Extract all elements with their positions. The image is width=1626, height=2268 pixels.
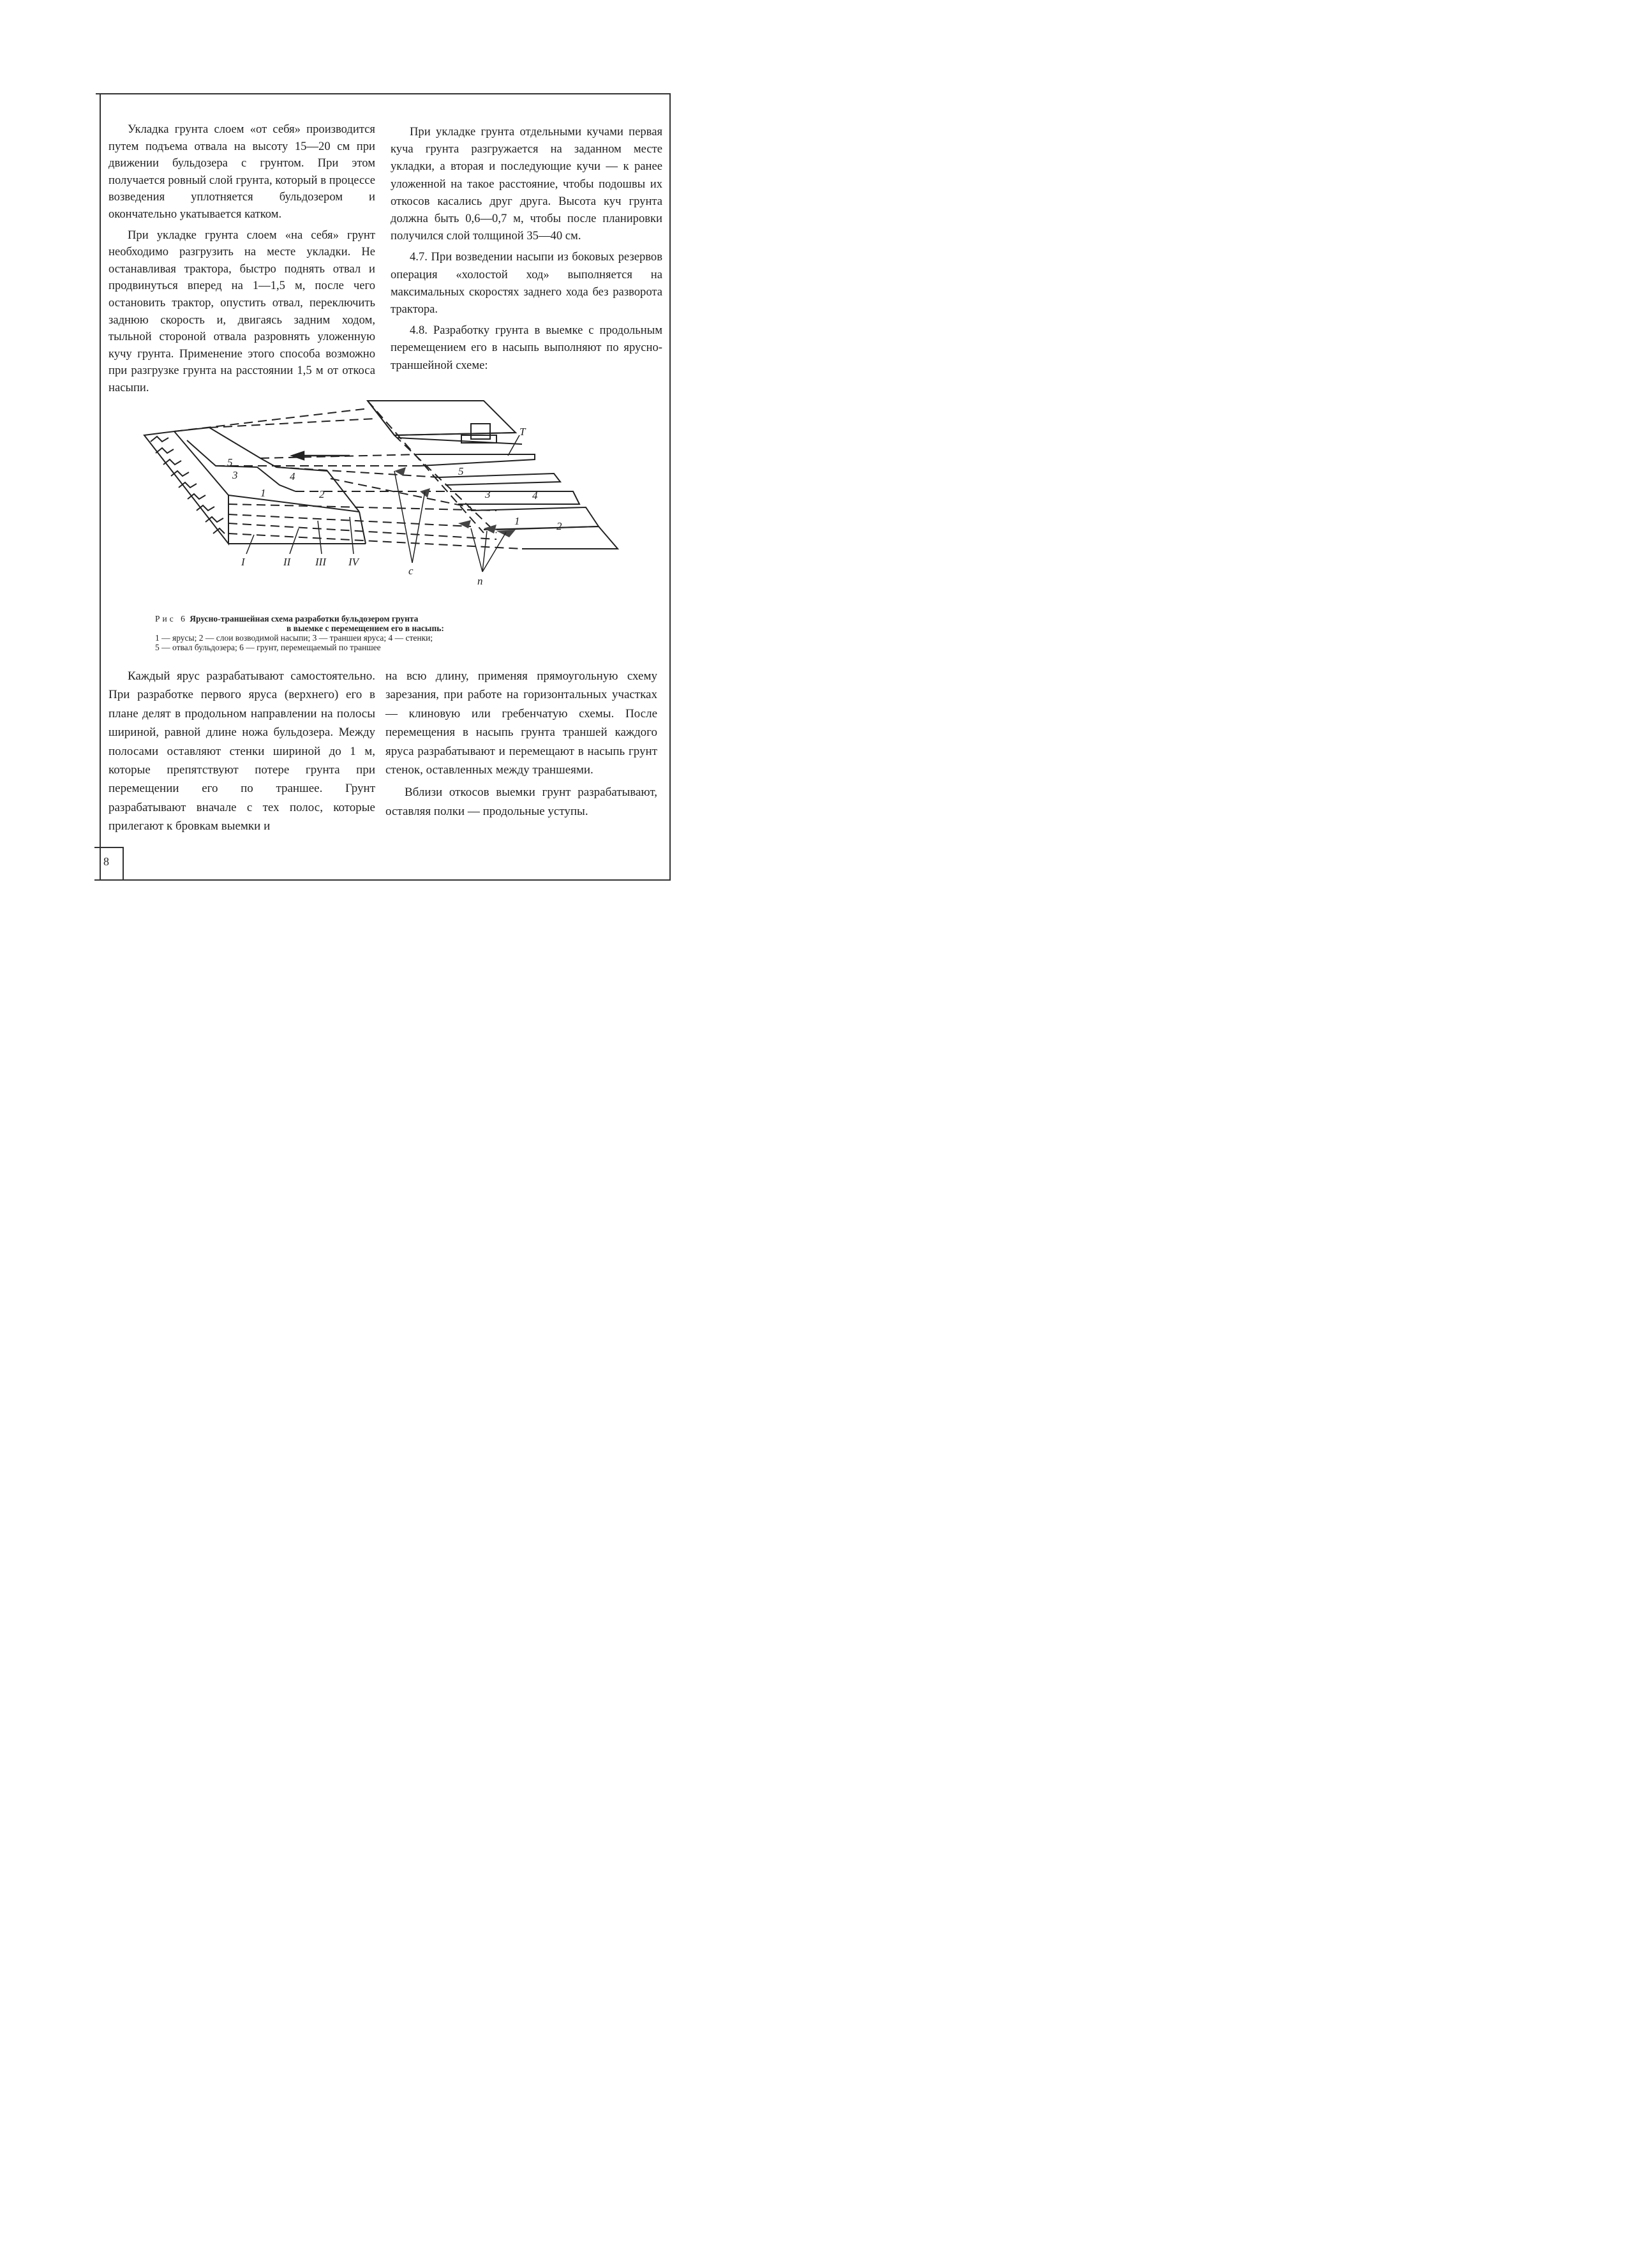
page-frame-top (96, 93, 670, 94)
text-column-bottom-right (385, 667, 657, 821)
label-3-right: 3 (485, 488, 491, 500)
page-frame-right (669, 93, 671, 879)
embankment-front-corner (359, 512, 366, 544)
label-roman-IV: IV (348, 556, 359, 568)
figure-excavation-scheme (139, 396, 624, 587)
tier-step (420, 454, 535, 466)
label-4-left: 4 (290, 470, 295, 482)
label-5-left: 5 (227, 456, 233, 468)
caption-legend-line1: 1 — ярусы; 2 — слои возводимой насыпи; 3 — траншеи яруса; 4 — стенки; (155, 633, 433, 643)
bulldozer-body (471, 424, 490, 439)
label-5-right: 5 (458, 465, 464, 477)
caption-title: Ярусно-траншейная схема разработки бульдозером грунта (190, 614, 419, 623)
paragraph: Вблизи откосов выемки грунт разрабатывают, оставляя полки — продольные уступы. (385, 786, 657, 818)
dashed-layers (174, 401, 522, 549)
paragraph: При укладке грунта слоем «на себя» грунт необходимо разгрузить на месте укладки. Не останавливая трактора, быстро поднять отвал и продвинуться вперед на 1—1,5 м, после чего остановить трактор, опустить отвал, переключить заднюю скорость и, двигаясь задним ходом, тыльной стороной отвала разровнять уложенную кучу грунта. Применение этого способа возможно при разгрузке грунта на расстоянии 1,5 м от откоса насыпи. (108, 228, 375, 394)
page-frame-left (100, 93, 101, 879)
paragraph: При укладке грунта отдельными кучами первая куча грунта разгружается на заданном месте укладки, а вторая и последующие кучи — к ранее уложенной на такое расстояние, чтобы подошвы их откосов касались друг друга. Высота куч грунта должна быть 0,6—0,7 м, чтобы после планировки получился слой толщиной 35—40 см. (391, 125, 662, 243)
label-c: с (408, 565, 414, 577)
page-frame-bottom (94, 879, 671, 881)
paragraph: Каждый ярус разрабатывают самостоятельно. При разработке первого яруса (верхнего) его в плане делят в продольном направлении на полосы шириной, равной длине ножа бульдозера. Между полосами оставляют стенки шириной до 1 м, которые препятствуют потере грунта при перемещении его по траншее. Грунт разрабатывают вначале с тех полос, которые прилегают к бровкам выемки и (108, 669, 375, 833)
label-3-left: 3 (232, 469, 238, 481)
caption-title-line2: в выемке с перемещением его в насыпь: (287, 623, 444, 633)
label-roman-III: III (315, 556, 326, 568)
figure-caption (155, 614, 512, 652)
label-p: п (477, 575, 483, 587)
text-column-top-right (391, 123, 662, 374)
end-face-hatch (151, 436, 225, 533)
paragraph: Укладка грунта слоем «от себя» производится путем подъема отвала на высоту 15—20 см при движении бульдозера с грунтом. При этом получается ровный слой грунта, который в процессе возведения уплотняется бульдозером и окончательно укатывается катком. (108, 123, 375, 221)
caption-legend-line2: 5 — отвал бульдозера; 6 — грунт, перемещаемый по траншее (155, 643, 381, 652)
wall-remnant-marks (394, 467, 516, 537)
paragraph: на всю длину, применяя прямоугольную схему зарезания, при работе на горизонтальных участках — клиновую или гребенчатую схемы. После перемещения в насыпь грунта траншей каждого яруса разрабатывают и перемещают в насыпь грунт стенок, оставленных между траншеями. (385, 669, 657, 777)
label-1-left: 1 (260, 487, 266, 499)
text-column-bottom-left (108, 667, 375, 836)
label-2-right: 2 (556, 520, 562, 532)
paragraph: 4.7. При возведении насыпи из боковых резервов операция «холостой ход» выполняется на максимальных скоростях заднего хода без разворота трактора. (391, 250, 662, 317)
page-number-box (94, 847, 124, 880)
cut-block-edge (394, 433, 516, 435)
embankment-top-front-edge (228, 495, 359, 512)
caption-prefix: Рис 6 (155, 614, 188, 623)
bulldozer-trench-edge (398, 438, 522, 444)
label-2-left: 2 (319, 488, 325, 500)
label-T: T (519, 426, 526, 438)
scheme-drawing (139, 396, 624, 587)
paragraph: 4.8. Разработку грунта в выемке с продольным перемещением его в насыпь выполняют по ярусно-траншейной схеме: (391, 324, 662, 372)
tier-step (439, 474, 560, 485)
label-roman-II: II (283, 556, 291, 568)
embankment-end-face (144, 431, 228, 544)
label-1-right: 1 (514, 515, 520, 527)
text-column-top-left (108, 121, 375, 397)
label-4-right: 4 (532, 489, 538, 502)
tier-step (452, 491, 579, 504)
label-roman-I: I (241, 556, 245, 568)
direction-arrow (292, 452, 350, 459)
page-number: 8 (103, 855, 109, 868)
